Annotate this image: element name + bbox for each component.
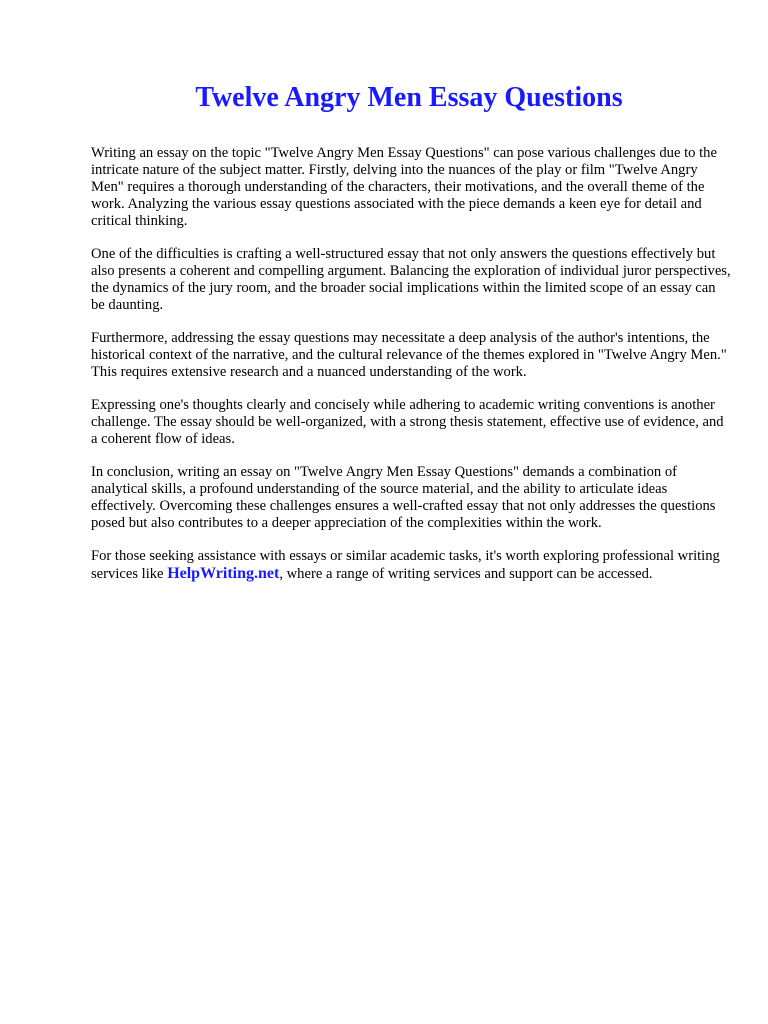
closing-text-before: For those seeking assistance with essays or similar academic tasks, it's worth exploring professional writing services like xyxy=(91,548,720,582)
paragraph-conventions: Expressing one's thoughts clearly and concisely while adhering to academic writing conventions is another challenge. The essay should be well-organized, with a strong thesis statement, effective use of evidence, and a coherent flow of ideas. xyxy=(91,397,724,447)
document-body xyxy=(91,145,731,599)
paragraph-difficulties: One of the difficulties is crafting a well-structured essay that not only answers the questions effectively but also presents a coherent and compelling argument. Balancing the exploration of individual juror perspectives, the dynamics of the jury room, and the broader social implications within the limited scope of an essay can be daunting. xyxy=(91,246,731,313)
paragraph-conclusion: In conclusion, writing an essay on "Twelve Angry Men Essay Questions" demands a combination of analytical skills, a profound understanding of the source material, and the ability to articulate ideas effectively. Overcoming these challenges ensures a well-crafted essay that not only addresses the questions posed but also contributes to a deeper appreciation of the complexities within the work. xyxy=(91,464,716,531)
closing-text-after: , where a range of writing services and support can be accessed. xyxy=(279,566,653,582)
helpwriting-link[interactable]: HelpWriting.net xyxy=(167,565,280,582)
page-title: Twelve Angry Men Essay Questions xyxy=(195,82,623,113)
paragraph-intro: Writing an essay on the topic "Twelve Angry Men Essay Questions" can pose various challenges due to the intricate nature of the subject matter. Firstly, delving into the nuances of the play or film "Twelve Angry Men" requires a thorough understanding of the characters, their motivations, and the overall theme of the work. Analyzing the various essay questions associated with the piece demands a keen eye for detail and critical thinking. xyxy=(91,145,717,229)
paragraph-closing xyxy=(91,548,731,583)
paragraph-analysis: Furthermore, addressing the essay questions may necessitate a deep analysis of the author's intentions, the historical context of the narrative, and the cultural relevance of the themes explored in "Twelve Angry Men." This requires extensive research and a nuanced understanding of the work. xyxy=(91,330,727,380)
